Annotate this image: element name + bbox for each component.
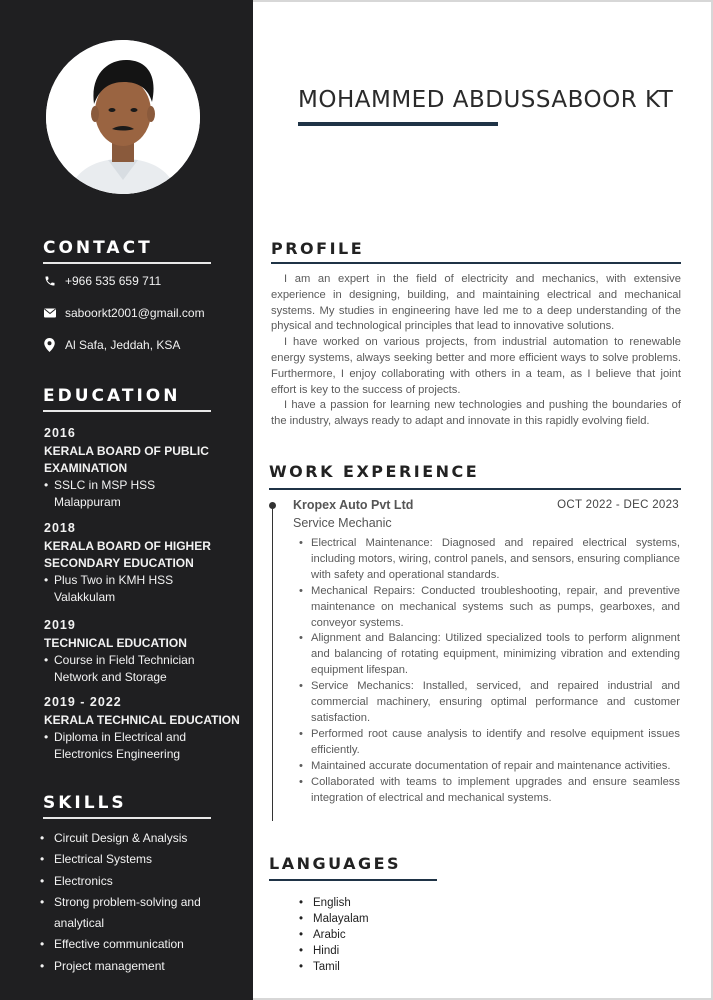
phone-number[interactable]: +966 535 659 711 [65, 274, 162, 288]
sidebar [0, 0, 253, 1000]
list-item: • Service Mechanics: Installed, serviced, and repaired industrial and commercial machinery, ensuring optimal performance and customer satisfaction. [299, 679, 680, 727]
profile-heading: PROFILE [271, 239, 365, 258]
skills-divider [43, 817, 211, 819]
profile-paragraph: I have a passion for learning new technologies and pushing the boundaries of the industry, always ready to adapt and innovate in this rapidly evolving field. [271, 399, 681, 428]
profile-paragraph: I am an expert in the field of electricity and mechanics, with extensive experience in designing, building, and maintaining electrical and mechanical systems. My studies in engineering have led me to a deep understanding of the physical and technological principles that lead to innovative solutions. [271, 273, 681, 333]
education-board: KERALA BOARD OF HIGHER SECONDARY EDUCATION [44, 539, 211, 570]
education-entry [44, 617, 244, 686]
education-board: TECHNICAL EDUCATION [44, 636, 187, 650]
contact-divider [43, 262, 211, 264]
list-item: • Performed root cause analysis to identify and resolve equipment issues efficiently. [299, 727, 680, 759]
timeline-dot-icon [269, 502, 276, 509]
list-item: • Mechanical Repairs: Conducted troubleshooting, repair, and preventive maintenance on mechanical systems such as pumps, gearboxes, and conveyor systems. [299, 584, 680, 632]
education-board: KERALA BOARD OF PUBLIC EXAMINATION [44, 444, 209, 475]
list-item: • Tamil [299, 959, 369, 975]
education-year: 2019 [44, 618, 76, 632]
profile-paragraph: I have worked on various projects, from industrial automation to renewable energy systems, always seeking better and more efficient ways to solve problems. Furthermore, I enjoy collaborating with others in a team, as I believe that joint effort is key to the success of projects. [271, 336, 681, 396]
name-underline [298, 122, 498, 126]
work-experience-heading: WORK EXPERIENCE [269, 462, 480, 481]
skills-list [40, 828, 240, 977]
candidate-name: MOHAMMED ABDUSSABOOR KT [298, 87, 674, 113]
job-duties-list [299, 536, 680, 806]
list-item: • Electrical Maintenance: Diagnosed and repaired electrical systems, including motors, wiring, control panels, and sensors, ensuring compliance with safety and operational standards. [299, 536, 680, 584]
list-item: • Alignment and Balancing: Utilized specialized tools to perform alignment and balancing of rotating equipment, minimizing vibration and extending equipment lifespan. [299, 631, 680, 679]
profile-divider [271, 262, 681, 264]
education-details [44, 729, 244, 763]
mail-icon [43, 307, 56, 320]
list-item: • Diploma in Electrical and Electronics Engineering [44, 729, 244, 763]
list-item: • Malayalam [299, 911, 369, 927]
education-board: KERALA TECHNICAL EDUCATION [44, 713, 240, 727]
education-entry [44, 520, 244, 606]
languages-divider [269, 879, 437, 881]
education-year: 2018 [44, 521, 76, 535]
job-title: Service Mechanic [293, 516, 392, 530]
list-item: • Course in Field Technician Network and Storage [44, 652, 244, 686]
list-item: • Maintained accurate documentation of repair and maintenance activities. [299, 759, 680, 775]
education-year: 2019 - 2022 [44, 695, 122, 709]
list-item: • Electrical Systems [40, 849, 240, 870]
education-details [44, 652, 244, 686]
education-heading: EDUCATION [43, 386, 181, 406]
phone-icon [43, 275, 56, 288]
education-divider [43, 410, 211, 412]
contact-phone [43, 274, 161, 288]
contact-email [43, 306, 205, 320]
person-portrait-icon [46, 40, 200, 194]
languages-list [299, 895, 369, 975]
profile-text [271, 272, 681, 430]
education-details [44, 477, 244, 511]
list-item: • SSLC in MSP HSS Malappuram [44, 477, 244, 511]
location-pin-icon [43, 339, 56, 352]
list-item: • Electronics [40, 871, 240, 892]
profile-photo [46, 40, 200, 194]
list-item: analytical [54, 916, 105, 931]
list-item: • Plus Two in KMH HSS Valakkulam [44, 572, 244, 606]
contact-location [43, 338, 180, 352]
education-year: 2016 [44, 426, 76, 440]
employment-dates: OCT 2022 - DEC 2023 [557, 499, 679, 511]
work-experience-divider [269, 488, 681, 490]
education-entry [44, 425, 244, 511]
list-item: • Strong problem-solving and [40, 892, 240, 913]
skills-heading: SKILLS [43, 793, 127, 813]
list-item: • Hindi [299, 943, 369, 959]
list-item: • Project management [40, 956, 240, 977]
education-entry [44, 694, 244, 763]
contact-heading: CONTACT [43, 238, 153, 258]
email-address[interactable]: saboorkt2001@gmail.com [65, 306, 205, 320]
timeline-line [272, 503, 273, 821]
list-item: • English [299, 895, 369, 911]
location-text: Al Safa, Jeddah, KSA [65, 338, 181, 352]
list-item: • Collaborated with teams to implement upgrades and ensure seamless integration of electrical and mechanical systems. [299, 775, 680, 807]
education-details [44, 572, 244, 606]
list-item: • Arabic [299, 927, 369, 943]
list-item: • Effective communication [40, 934, 240, 955]
languages-heading: LANGUAGES [269, 854, 402, 873]
list-item: • Circuit Design & Analysis [40, 828, 240, 849]
company-name: Kropex Auto Pvt Ltd [293, 498, 414, 512]
